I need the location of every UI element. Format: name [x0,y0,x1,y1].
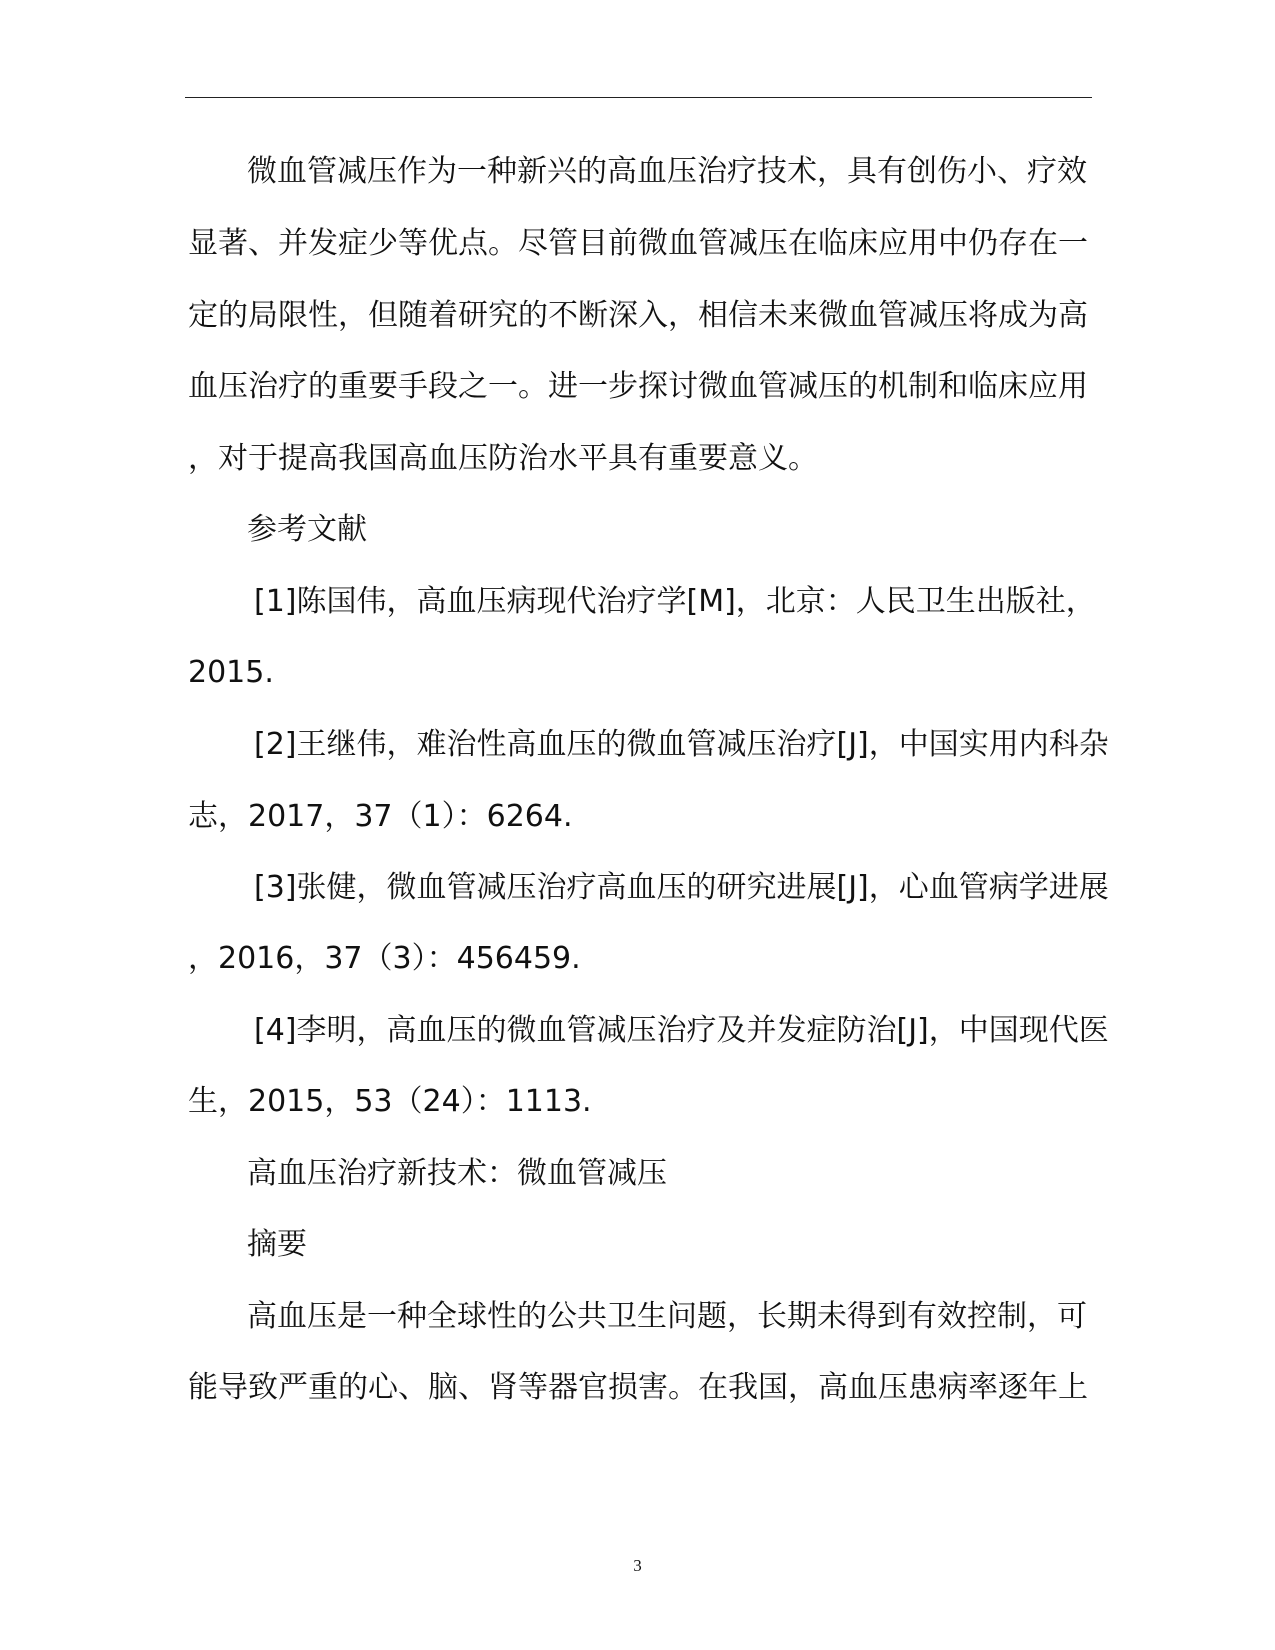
body-text-line: 血压治疗的重要手段之一。进一步探讨微血管减压的机制和临床应用 [188,369,1088,404]
reference-entry: [2]王继伟，难治性高血压的微血管减压治疗[J]，中国实用内科杂 [254,727,1109,762]
reference-entry: [4]李明，高血压的微血管减压治疗及并发症防治[J]，中国现代医 [254,1013,1109,1048]
reference-entry-continuation: 志，2017，37（1）：6264. [188,799,573,834]
header-rule [185,97,1092,98]
reference-entry: [1]陈国伟，高血压病现代治疗学[M]，北京：人民卫生出版社， [254,584,1096,619]
body-text-line: 能导致严重的心、脑、肾等器官损害。在我国，高血压患病率逐年上 [188,1370,1088,1405]
body-text-line: 高血压是一种全球性的公共卫生问题，长期未得到有效控制，可 [247,1299,1087,1334]
references-heading: 参考文献 [247,512,367,547]
reference-entry-continuation: 生，2015，53（24）：1113. [188,1084,592,1119]
body-text-line: ，对于提高我国高血压防治水平具有重要意义。 [188,441,818,476]
abstract-heading: 摘要 [247,1227,307,1262]
reference-entry-continuation: 2015. [188,655,274,690]
body-text-line: 定的局限性，但随着研究的不断深入，相信未来微血管减压将成为高 [188,298,1088,333]
section-title: 高血压治疗新技术：微血管减压 [247,1156,667,1191]
reference-entry: [3]张健，微血管减压治疗高血压的研究进展[J]，心血管病学进展 [254,870,1109,905]
body-text-line: 显著、并发症少等优点。尽管目前微血管减压在临床应用中仍存在一 [188,226,1088,261]
reference-entry-continuation: ，2016，37（3）：456459. [188,941,581,976]
page-number: 3 [633,1556,642,1575]
body-text-line: 微血管减压作为一种新兴的高血压治疗技术，具有创伤小、疗效 [247,154,1087,189]
